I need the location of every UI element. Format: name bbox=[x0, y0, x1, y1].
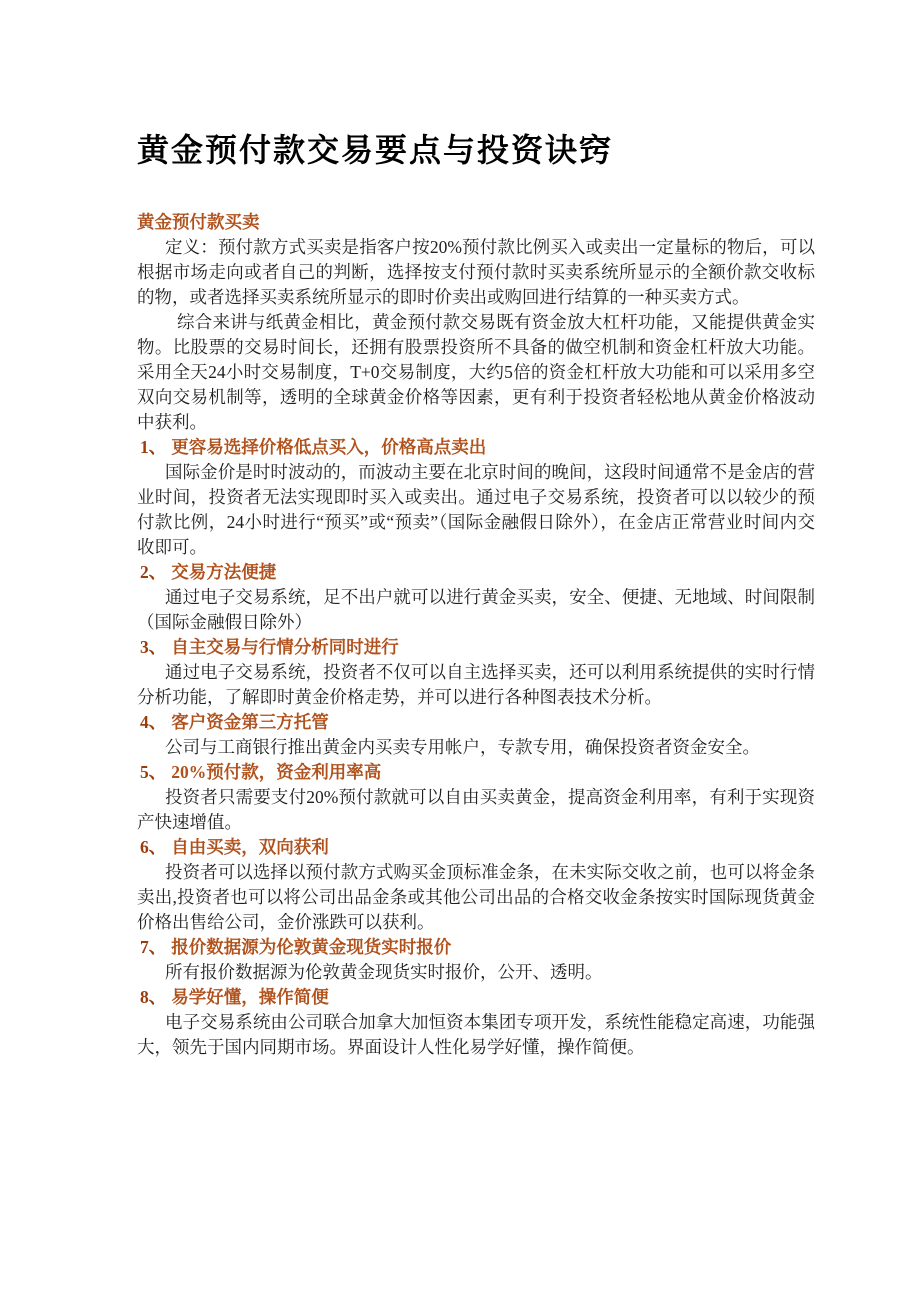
feature-item bbox=[137, 635, 815, 710]
feature-number: 5、 bbox=[140, 761, 167, 782]
feature-title: 自由买卖，双向获利 bbox=[171, 836, 329, 857]
feature-number: 7、 bbox=[140, 936, 167, 957]
feature-body: 所有报价数据源为伦敦黄金现货实时报价，公开、透明。 bbox=[165, 961, 603, 982]
feature-title: 20%预付款，资金利用率高 bbox=[171, 761, 382, 782]
feature-title: 易学好懂，操作简便 bbox=[171, 986, 329, 1007]
feature-number: 4、 bbox=[140, 711, 167, 732]
feature-heading bbox=[137, 760, 815, 785]
feature-number: 6、 bbox=[140, 836, 167, 857]
feature-body: 国际金价是时时波动的，而波动主要在北京时间的晚间，这段时间通常不是金店的营业时间，投资者无法实现即时买入或卖出。通过电子交易系统，投资者可以以较少的预付款比例，24小时进行“预买”或“预卖”（国际金融假日除外），在金店正常营业时间内交收即可。 bbox=[137, 461, 815, 557]
feature-heading bbox=[137, 985, 815, 1010]
feature-number: 2、 bbox=[140, 561, 167, 582]
feature-item bbox=[137, 435, 815, 560]
feature-item bbox=[137, 835, 815, 935]
feature-body: 通过电子交易系统，足不出户就可以进行黄金买卖，安全、便捷、无地域、时间限制（国际金融假日除外） bbox=[137, 586, 815, 632]
definition-paragraph: 定义：预付款方式买卖是指客户按20%预付款比例买入或卖出一定量标的物后，可以根据市场走向或者自己的判断，选择按支付预付款时买卖系统所显示的全额价款交收标的物，或者选择买卖系统所显示的即时价卖出或购回进行结算的一种买卖方式。 bbox=[137, 236, 815, 307]
feature-item bbox=[137, 560, 815, 635]
section-heading: 黄金预付款买卖 bbox=[137, 211, 260, 232]
feature-item bbox=[137, 710, 815, 760]
overview-paragraph: 综合来讲与纸黄金相比，黄金预付款交易既有资金放大杠杆功能，又能提供黄金实物。比股票的交易时间长，还拥有股票投资所不具备的做空机制和资金杠杆放大功能。采用全天24小时交易制度，T+0交易制度，大约5倍的资金杠杆放大功能和可以采用多空双向交易机制等，透明的全球黄金价格等因素，更有利于投资者轻松地从黄金价格波动中获利。 bbox=[137, 311, 815, 432]
feature-item bbox=[137, 760, 815, 835]
feature-body: 电子交易系统由公司联合加拿大加恒资本集团专项开发，系统性能稳定高速，功能强大，领先于国内同期市场。界面设计人性化易学好懂，操作简便。 bbox=[137, 1011, 815, 1057]
feature-heading bbox=[137, 935, 815, 960]
feature-title: 更容易选择价格低点买入，价格高点卖出 bbox=[171, 436, 487, 457]
feature-heading bbox=[137, 635, 815, 660]
page-title: 黄金预付款交易要点与投资诀窍 bbox=[137, 132, 614, 168]
feature-list bbox=[137, 435, 815, 1060]
feature-body: 通过电子交易系统，投资者不仅可以自主选择买卖，还可以利用系统提供的实时行情分析功能，了解即时黄金价格走势，并可以进行各种图表技术分析。 bbox=[137, 661, 815, 707]
feature-title: 自主交易与行情分析同时进行 bbox=[171, 636, 399, 657]
feature-heading bbox=[137, 835, 815, 860]
feature-heading bbox=[137, 710, 815, 735]
feature-item bbox=[137, 985, 815, 1060]
feature-body: 投资者只需要支付20%预付款就可以自由买卖黄金，提高资金利用率，有利于实现资产快速增值。 bbox=[137, 786, 815, 832]
feature-title: 报价数据源为伦敦黄金现货实时报价 bbox=[171, 936, 452, 957]
feature-number: 8、 bbox=[140, 986, 167, 1007]
feature-body: 投资者可以选择以预付款方式购买金顶标准金条，在未实际交收之前，也可以将金条卖出,投资者也可以将公司出品金条或其他公司出品的合格交收金条按实时国际现货黄金价格出售给公司，金价涨跌可以获利。 bbox=[137, 861, 815, 932]
feature-body: 公司与工商银行推出黄金内买卖专用帐户，专款专用，确保投资者资金安全。 bbox=[165, 736, 760, 757]
feature-heading bbox=[137, 560, 815, 585]
feature-heading bbox=[137, 435, 815, 460]
feature-title: 客户资金第三方托管 bbox=[171, 711, 329, 732]
feature-item bbox=[137, 935, 815, 985]
feature-title: 交易方法便捷 bbox=[171, 561, 277, 582]
feature-number: 3、 bbox=[140, 636, 167, 657]
feature-number: 1、 bbox=[140, 436, 167, 457]
